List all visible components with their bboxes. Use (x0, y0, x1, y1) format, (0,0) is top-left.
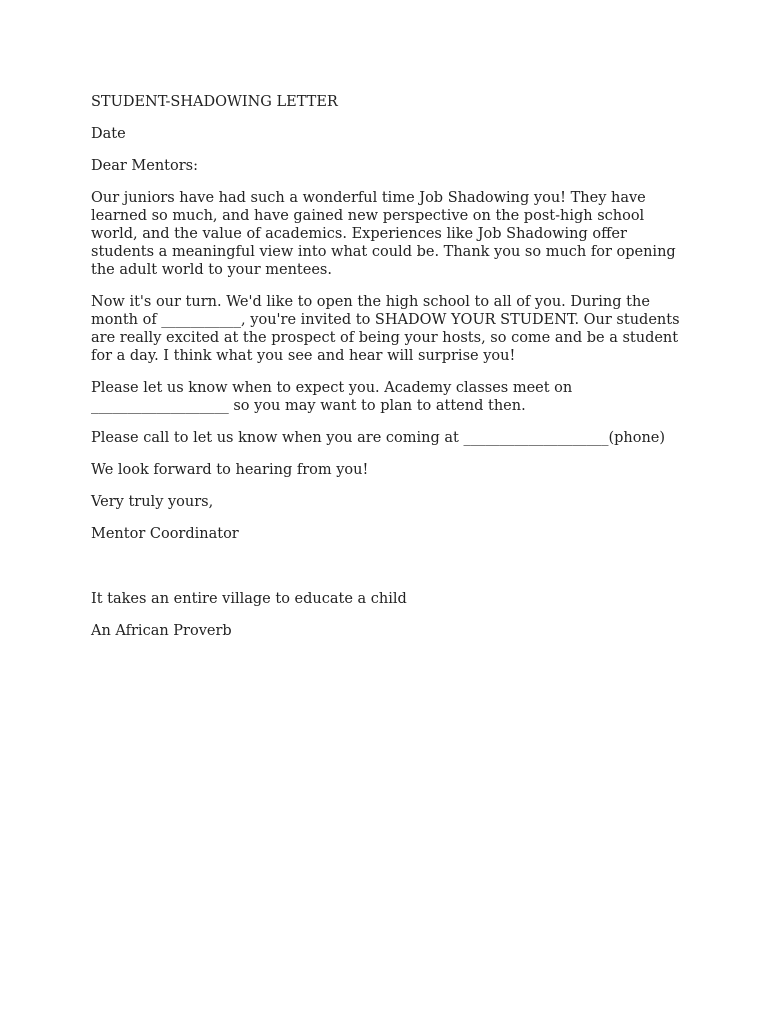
paragraph-phone: Please call to let us know when you are coming at ____________________(phone) (91, 430, 666, 446)
signature: Mentor Coordinator (91, 526, 239, 542)
paragraph-thank-you: Our juniors have had such a wonderful time Job Shadowing you! They have learned so much, and have gained new perspective on the post-high school world, and the value of academics. Experiences like Job Shadowing offer students a meaningful view into what could be. Thank you so much for opening the adult world to your mentees. (91, 190, 676, 278)
letter-body (91, 93, 691, 654)
letter-title: STUDENT-SHADOWING LETTER (91, 94, 338, 110)
paragraph-look-forward: We look forward to hearing from you! (91, 462, 369, 478)
paragraph-invitation: Now it's our turn. We'd like to open the high school to all of you. During the month of ___________, you're invited to SHADOW YOUR STUDENT. Our students are really excited at the prospect of being your hosts, so come and be a student for a day. I think what you see and hear will surprise you! (91, 294, 680, 364)
proverb-quote: It takes an entire village to educate a child (91, 591, 407, 607)
closing: Very truly yours, (91, 494, 214, 510)
date-line: Date (91, 126, 126, 142)
paragraph-schedule: Please let us know when to expect you. Academy classes meet on ___________________ so you may want to plan to attend then. (91, 380, 573, 414)
salutation: Dear Mentors: (91, 158, 198, 174)
proverb-attribution: An African Proverb (91, 623, 232, 639)
spacer (91, 557, 691, 590)
